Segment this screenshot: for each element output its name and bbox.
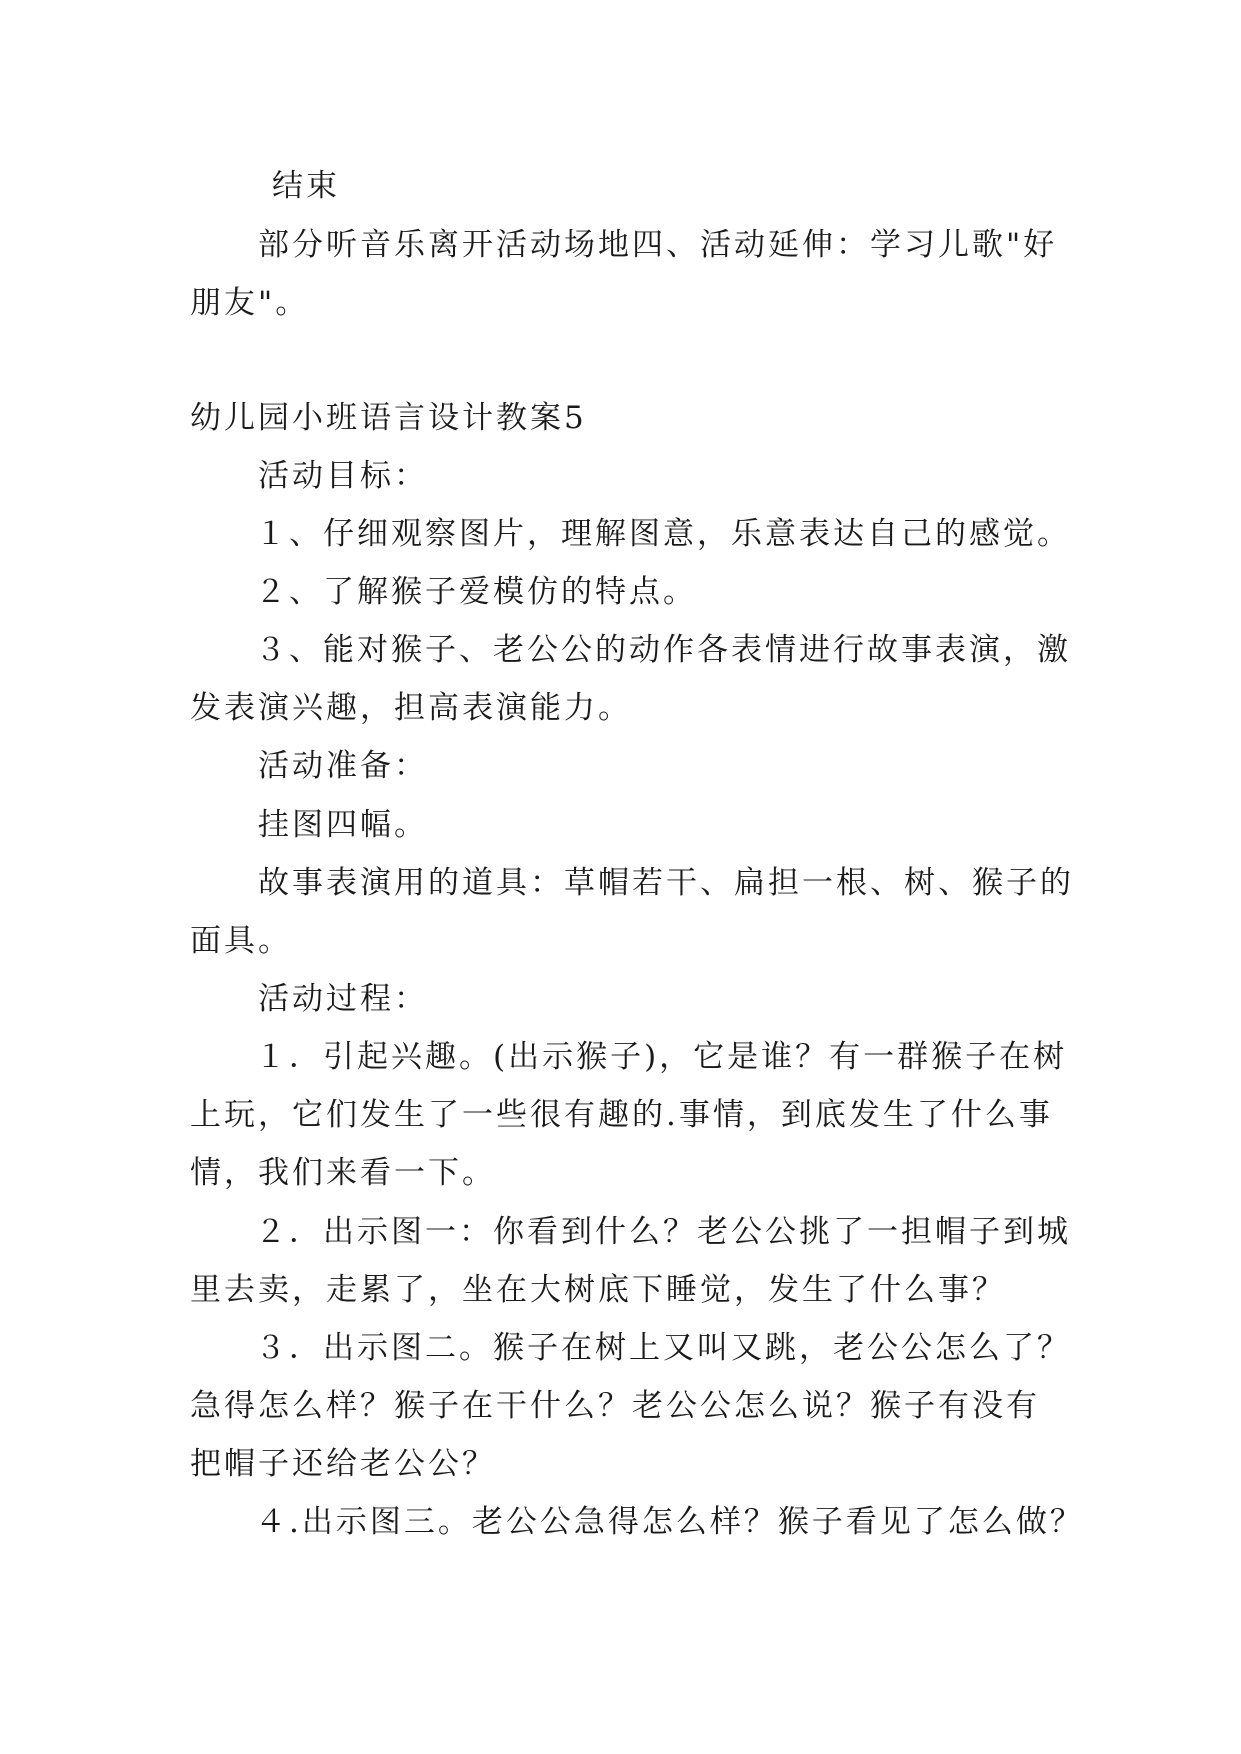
goal-item-2: ２、了解猴子爱模仿的特点。 <box>255 574 697 610</box>
process-step-3-line-3: 把帽子还给老公公？ <box>190 1446 496 1482</box>
process-step-4-line-1: ４.出示图三。老公公急得怎么样？猴子看见了怎么做？ <box>255 1504 1084 1540</box>
process-step-3-line-1: ３．出示图二。猴子在树上又叫又跳，老公公怎么了？ <box>255 1330 1071 1366</box>
prep-item-2-line-1: 故事表演用的道具：草帽若干、扁担一根、树、猴子的 <box>258 865 1074 901</box>
goal-item-3-line-2: 发表演兴趣，担高表演能力。 <box>190 690 632 726</box>
closing-paragraph-line-2: 朋友"。 <box>190 285 310 321</box>
closing-paragraph-line-1: 部分听音乐离开活动场地四、活动延伸：学习儿歌"好 <box>258 227 1058 263</box>
goals-heading: 活动目标： <box>258 458 428 494</box>
end-heading: 结束 <box>272 168 340 204</box>
process-step-1-line-3: 情，我们来看一下。 <box>190 1155 496 1191</box>
process-step-1-line-1: １．引起兴趣。(出示猴子)，它是谁？有一群猴子在树 <box>255 1039 1068 1075</box>
prep-item-1: 挂图四幅。 <box>258 807 428 843</box>
document-title: 幼儿园小班语言设计教案5 <box>190 400 587 436</box>
goal-item-1: １、仔细观察图片，理解图意，乐意表达自己的感觉。 <box>255 516 1071 552</box>
process-step-1-line-2: 上玩，它们发生了一些很有趣的.事情，到底发生了什么事 <box>190 1097 1053 1133</box>
goal-item-3-line-1: ３、能对猴子、老公公的动作各表情进行故事表演，激 <box>255 632 1071 668</box>
prep-item-2-line-2: 面具。 <box>190 923 292 959</box>
process-heading: 活动过程： <box>258 981 428 1017</box>
process-step-3-line-2: 急得怎么样？猴子在干什么？老公公怎么说？猴子有没有 <box>190 1388 1040 1424</box>
process-step-2-line-1: ２．出示图一：你看到什么？老公公挑了一担帽子到城 <box>255 1214 1071 1250</box>
process-step-2-line-2: 里去卖，走累了，坐在大树底下睡觉，发生了什么事？ <box>190 1272 1006 1308</box>
prep-heading: 活动准备： <box>258 748 428 784</box>
